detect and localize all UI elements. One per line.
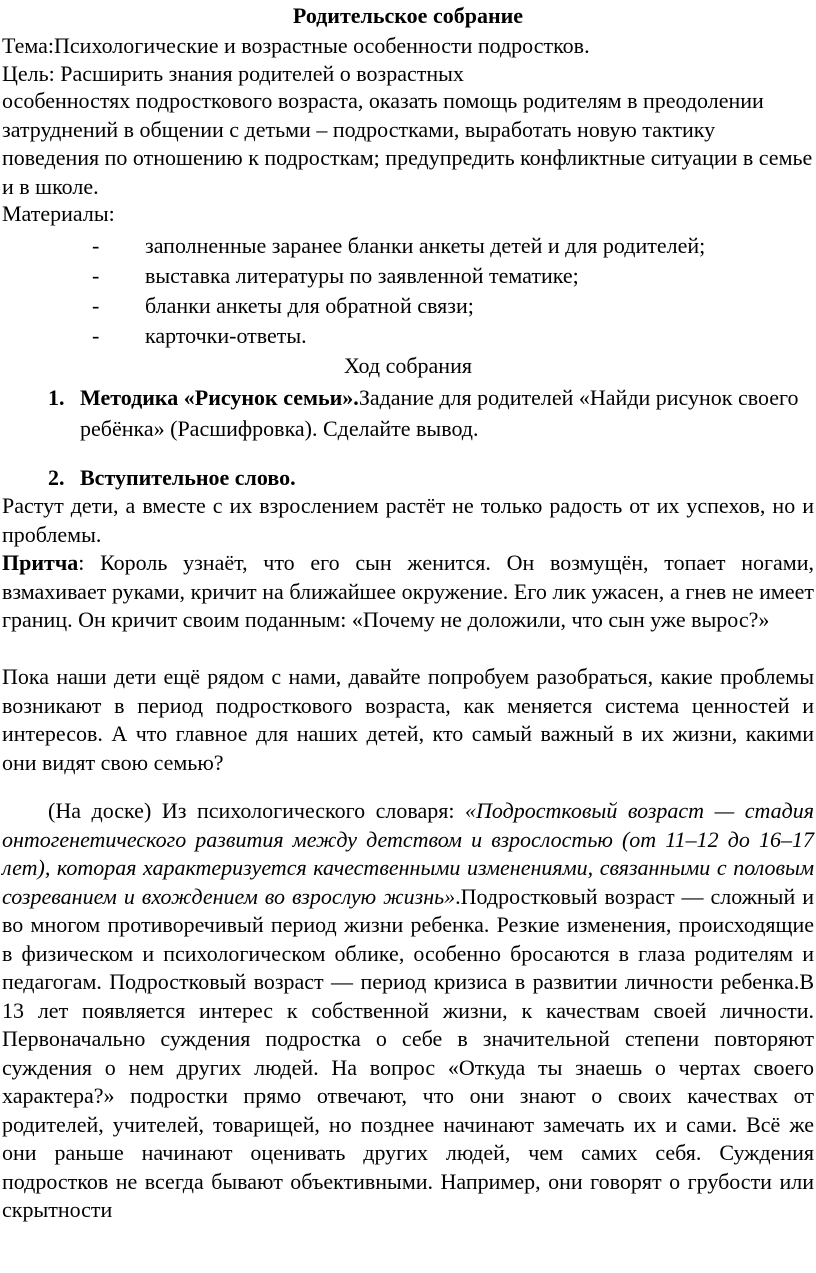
- materials-item: бланки анкеты для обратной связи;: [145, 293, 474, 318]
- list-bullet: -: [92, 293, 100, 318]
- parable-label: Притча: [2, 550, 79, 575]
- intro-paragraph: Растут дети, а вместе с их взрослением растёт не только радость от их успехов, но и проблемы.: [2, 493, 814, 547]
- dictionary-paragraph: [2, 797, 814, 1225]
- materials-item: заполненные заранее бланки анкеты детей и для родителей;: [145, 233, 706, 258]
- list-bullet: -: [92, 323, 100, 348]
- step-title: Вступительное слово.: [80, 465, 296, 490]
- materials-item: выставка литературы по заявленной тематике;: [145, 263, 579, 288]
- topic-line: Тема:Психологические и возрастные особенности подростков.: [2, 33, 590, 58]
- dictionary-intro: (На доске) Из психологического словаря:: [48, 798, 466, 823]
- parable-paragraph: [2, 549, 814, 635]
- section-heading-progress: Ход собрания: [344, 353, 472, 378]
- step-description: Задание для родителей «Найди рисунок своего ребёнка» (Расшифровка). Сделайте вывод.: [80, 385, 799, 441]
- materials-heading: Материалы:: [2, 201, 115, 226]
- list-bullet: -: [92, 263, 100, 288]
- step-number: 2.: [48, 465, 65, 490]
- parable-text: : Король узнаёт, что его сын женится. Он возмущён, топает ногами, взмахивает руками, кричит на ближайшее окружение. Его лик ужасен, а гнев не имеет границ. Он кричит своим поданным: «Почему не доложили, что сын уже вырос?»: [2, 550, 814, 632]
- step-title: Методика «Рисунок семьи».: [80, 385, 359, 410]
- dictionary-quote: «Подростковый возраст — стадия онтогенетического развития между детством и взрослостью (от 11–12 до 16–17 лет), которая характеризуется качественными изменениями, связанными с половым созреванием и вхождением во взрослую жизнь»: [2, 798, 815, 909]
- questions-paragraph: Пока наши дети ещё рядом с нами, давайте попробуем разобраться, какие проблемы возникают в период подросткового возраста, как меняется система ценностей и интересов. А что главное для наших детей, кто самый важный в их жизни, какими они видят свою семью?: [2, 664, 814, 775]
- step-2: [80, 462, 812, 493]
- step-number: 1.: [48, 385, 65, 410]
- dictionary-text: .Подростковый возраст — сложный и во многом противоречивый период жизни ребенка. Резкие изменения, происходящие в физическом и психологическом облике, особенно бросаются в глаза родителям и педагогам. Подростковый возраст — период кризиса в развитии личности ребенка.В 13 лет появляется интерес к собственной жизни, к качествам своей личности. Первоначально суждения подростка о себе в значительной степени повторяют суждения о нем других людей. На вопрос «Откуда ты знаешь о чертах своего характера?» подростки прямо отвечают, что они знают о своих качествах от родителей, учителей, товарищей, но позднее начинают замечать их и сами. Всё же они раньше начинают оценивать других людей, чем самих себя. Суждения подростков не всегда бывают объективными. Например, они говорят о грубости или скрытности: [2, 883, 814, 1222]
- materials-item: карточки-ответы.: [145, 323, 307, 348]
- list-bullet: -: [92, 233, 100, 258]
- step-1: [80, 382, 812, 444]
- document-title: Родительское собрание: [292, 3, 524, 28]
- goal-first-line: Цель: Расширить знания родителей о возрастных: [2, 61, 464, 86]
- goal-text: особенностях подросткового возраста, оказать помощь родителям в преодолении затруднений в общении с детьми – подростками, выработать новую тактику поведения по отношению к подросткам; предупредить конфликтные ситуации в семье и в школе.: [2, 88, 813, 199]
